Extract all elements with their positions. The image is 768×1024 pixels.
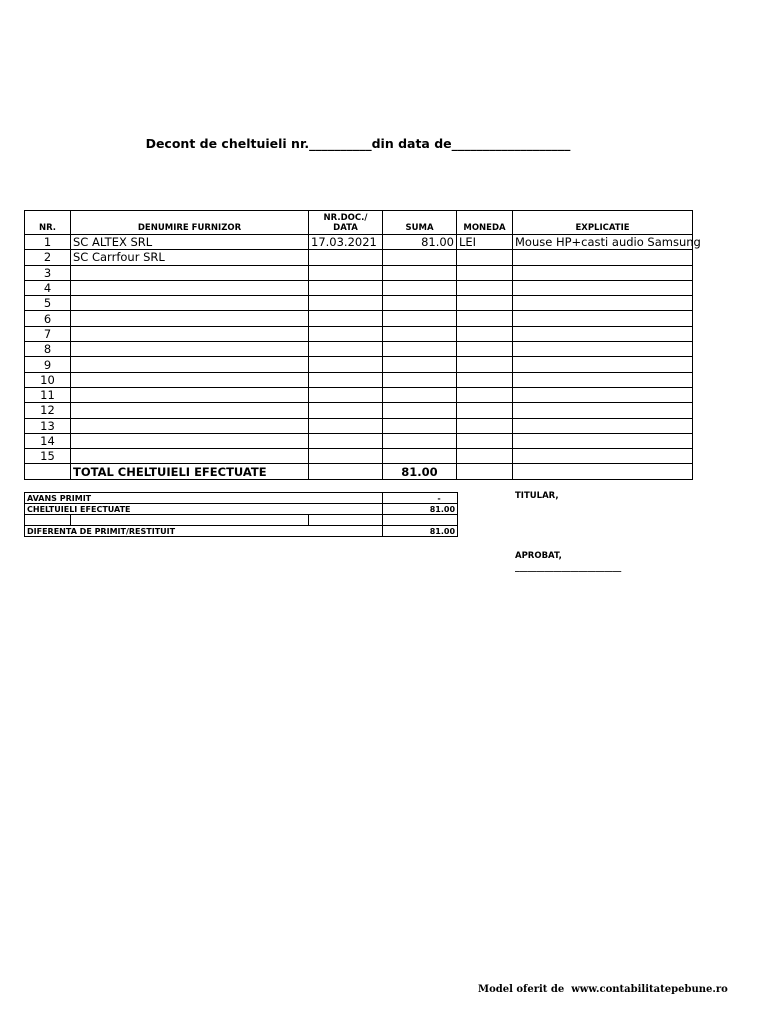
table-row [25, 372, 693, 387]
cell-nr: 10 [25, 372, 71, 387]
cell-nr: 13 [25, 418, 71, 433]
cell-suma [383, 265, 457, 280]
cell-suma [383, 311, 457, 326]
total-doc-cell [309, 464, 383, 479]
cell-doc [309, 280, 383, 295]
cell-nr: 11 [25, 387, 71, 402]
cell-furnizor [71, 387, 309, 402]
cell-suma [383, 433, 457, 448]
cell-nr: 12 [25, 403, 71, 418]
total-value: 81.00 [383, 464, 457, 479]
cell-nr: 3 [25, 265, 71, 280]
cell-explicatie [513, 250, 693, 265]
cell-nr: 8 [25, 342, 71, 357]
cell-doc [309, 449, 383, 464]
cell-furnizor [71, 311, 309, 326]
header-explicatie: EXPLICATIE [513, 211, 693, 235]
cell-doc [309, 311, 383, 326]
cell-moneda: LEI [457, 235, 513, 250]
header-doc [309, 211, 383, 235]
cell-furnizor [71, 296, 309, 311]
header-doc-line1: NR.DOC./ [323, 213, 368, 223]
cell-doc [309, 387, 383, 402]
cell-moneda [457, 311, 513, 326]
cell-furnizor [71, 418, 309, 433]
cell-explicatie [513, 433, 693, 448]
cell-doc [309, 357, 383, 372]
cell-furnizor [71, 265, 309, 280]
cell-nr: 15 [25, 449, 71, 464]
header-furnizor: DENUMIRE FURNIZOR [71, 211, 309, 235]
cell-nr: 14 [25, 433, 71, 448]
diferenta-value: 81.00 [383, 526, 458, 537]
table-row [25, 311, 693, 326]
empty-cell-4 [383, 515, 458, 526]
diferenta-label: DIFERENTA DE PRIMIT/RESTITUIT [25, 526, 383, 537]
cell-nr: 7 [25, 326, 71, 341]
cell-furnizor [71, 433, 309, 448]
cell-explicatie [513, 449, 693, 464]
cell-furnizor [71, 326, 309, 341]
cell-suma [383, 449, 457, 464]
aprobat-label: APROBAT, [515, 551, 562, 561]
cheltuieli-label: CHELTUIELI EFECTUATE [25, 504, 383, 515]
table-header-row [25, 211, 693, 235]
cell-doc [309, 342, 383, 357]
cell-explicatie [513, 296, 693, 311]
cell-nr: 1 [25, 235, 71, 250]
cell-furnizor: SC Carrfour SRL [71, 250, 309, 265]
avans-label: AVANS PRIMIT [25, 493, 383, 504]
header-doc-line2: DATA [333, 223, 358, 233]
cell-nr: 5 [25, 296, 71, 311]
empty-cell-2 [71, 515, 309, 526]
table-row [25, 433, 693, 448]
cell-nr: 4 [25, 280, 71, 295]
table-row [25, 265, 693, 280]
cell-nr: 2 [25, 250, 71, 265]
cell-moneda [457, 280, 513, 295]
cell-doc [309, 296, 383, 311]
cell-explicatie [513, 357, 693, 372]
avans-value: - [383, 493, 458, 504]
cell-suma [383, 280, 457, 295]
summary-row-cheltuieli [25, 504, 458, 515]
cell-suma [383, 418, 457, 433]
header-suma: SUMA [383, 211, 457, 235]
cell-furnizor [71, 449, 309, 464]
table-body [25, 235, 701, 464]
header-moneda: MONEDA [457, 211, 513, 235]
titular-label: TITULAR, [515, 491, 559, 501]
cell-explicatie: Mouse HP+casti audio Samsung [513, 235, 693, 250]
document-title: Decont de cheltuieli nr.__________din data de___________________ [145, 136, 571, 151]
total-label: TOTAL CHELTUIELI EFECTUATE [71, 464, 309, 479]
table-row [25, 296, 693, 311]
cell-suma [383, 296, 457, 311]
cell-suma [383, 372, 457, 387]
cell-furnizor [71, 280, 309, 295]
table-row [25, 326, 693, 341]
cell-explicatie [513, 311, 693, 326]
empty-cell-3 [309, 515, 383, 526]
total-moneda-cell [457, 464, 513, 479]
cell-furnizor [71, 342, 309, 357]
cell-moneda [457, 265, 513, 280]
cell-doc [309, 403, 383, 418]
cell-moneda [457, 250, 513, 265]
cell-moneda [457, 433, 513, 448]
cell-moneda [457, 326, 513, 341]
cell-moneda [457, 387, 513, 402]
cell-doc [309, 433, 383, 448]
table-row [25, 342, 693, 357]
cell-suma: 81.00 [383, 235, 457, 250]
total-explicatie-cell [513, 464, 693, 479]
cell-doc [309, 372, 383, 387]
footer-credit: Model oferit de www.contabilitatepebune.ro [478, 984, 728, 995]
table-row [25, 403, 693, 418]
total-nr-cell [25, 464, 71, 479]
summary-row-avans [25, 493, 458, 504]
cell-furnizor [71, 403, 309, 418]
cell-doc [309, 250, 383, 265]
cell-explicatie [513, 403, 693, 418]
summary-row-empty [25, 515, 458, 526]
table-row [25, 250, 693, 265]
cell-explicatie [513, 387, 693, 402]
cell-suma [383, 387, 457, 402]
table-row [25, 418, 693, 433]
table-row [25, 235, 693, 250]
cell-suma [383, 403, 457, 418]
table-row [25, 357, 693, 372]
table-row [25, 449, 693, 464]
aprobat-signature-line: _________________________ [515, 563, 622, 573]
cell-moneda [457, 372, 513, 387]
expense-table [24, 210, 701, 480]
cell-explicatie [513, 418, 693, 433]
cell-furnizor [71, 372, 309, 387]
cell-doc [309, 418, 383, 433]
cell-suma [383, 342, 457, 357]
cell-doc: 17.03.2021 [309, 235, 383, 250]
cell-explicatie [513, 280, 693, 295]
cell-moneda [457, 296, 513, 311]
cell-suma [383, 250, 457, 265]
cell-doc [309, 265, 383, 280]
cell-explicatie [513, 326, 693, 341]
cell-explicatie [513, 372, 693, 387]
summary-table [24, 492, 458, 537]
total-row [25, 464, 693, 479]
cell-suma [383, 326, 457, 341]
cell-nr: 6 [25, 311, 71, 326]
cell-moneda [457, 418, 513, 433]
cell-explicatie [513, 342, 693, 357]
cell-nr: 9 [25, 357, 71, 372]
cell-furnizor: SC ALTEX SRL [71, 235, 309, 250]
cell-explicatie [513, 265, 693, 280]
header-nr: NR. [25, 211, 71, 235]
cell-doc [309, 326, 383, 341]
cell-moneda [457, 403, 513, 418]
cell-suma [383, 357, 457, 372]
summary-row-diferenta [25, 526, 458, 537]
cell-moneda [457, 342, 513, 357]
table-row [25, 280, 693, 295]
cheltuieli-value: 81.00 [383, 504, 458, 515]
cell-furnizor [71, 357, 309, 372]
cell-moneda [457, 449, 513, 464]
table-row [25, 387, 693, 402]
cell-moneda [457, 357, 513, 372]
empty-cell-1 [25, 515, 71, 526]
